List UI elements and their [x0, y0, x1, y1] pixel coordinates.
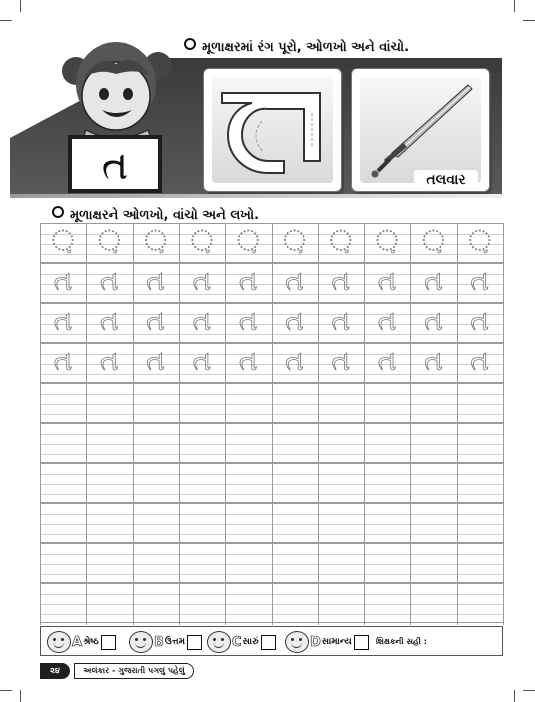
writing-cell[interactable] [410, 463, 456, 503]
trace-letter: ત [146, 264, 165, 297]
trace-letter: ત [285, 304, 304, 337]
writing-cell[interactable] [225, 303, 271, 343]
writing-cell[interactable] [133, 423, 179, 463]
trace-letter: ઼ [237, 224, 260, 257]
trace-letter: ત [192, 304, 212, 337]
sword-illustration [360, 77, 481, 183]
word-picture-card-inner [360, 77, 481, 183]
word-label: તલવાર [414, 170, 478, 190]
writing-cell[interactable] [86, 463, 132, 503]
trace-letter: ઼ [329, 224, 352, 257]
writing-cell[interactable] [40, 223, 86, 263]
writing-cell[interactable] [133, 343, 179, 383]
writing-cell[interactable] [364, 343, 410, 383]
writing-cell[interactable] [179, 263, 225, 303]
writing-cell[interactable] [457, 503, 503, 543]
trace-letter: ઼ [422, 224, 445, 257]
smiley-icon [285, 631, 309, 653]
grade-symbol: B [154, 634, 164, 650]
letter-board-glyph: ત [101, 143, 129, 189]
trace-letter: ઼ [98, 224, 121, 257]
trace-letter: ત [100, 304, 119, 337]
trace-letter: ત [238, 264, 258, 297]
instruction-middle [52, 206, 259, 223]
writing-cell[interactable] [364, 263, 410, 303]
writing-cell[interactable] [86, 423, 132, 463]
writing-cell[interactable] [410, 263, 456, 303]
trace-letter: ત [100, 344, 119, 377]
bullet-icon [52, 206, 64, 218]
letter-card-inner [212, 77, 333, 183]
writing-cell[interactable] [133, 303, 179, 343]
writing-cell[interactable] [457, 543, 503, 583]
trace-letter: ઼ [468, 224, 491, 257]
writing-grid [40, 223, 503, 625]
writing-cell[interactable] [364, 543, 410, 583]
writing-cell[interactable] [272, 543, 318, 583]
trace-letter: ત [377, 304, 397, 337]
grade-a [47, 631, 116, 653]
grade-checkbox[interactable] [187, 635, 202, 650]
writing-cell[interactable] [179, 223, 225, 263]
grid-column-line [86, 223, 87, 625]
trace-letter: ત [285, 264, 304, 297]
grade-c [207, 631, 276, 653]
trace-letter: ત [331, 304, 351, 337]
writing-cell[interactable] [410, 423, 456, 463]
writing-cell[interactable] [179, 543, 225, 583]
writing-cell[interactable] [225, 343, 271, 383]
crop-mark [20, 0, 21, 12]
smiley-icon [207, 631, 231, 653]
grid-column-line [410, 223, 411, 625]
trace-letter: ત [424, 304, 443, 337]
writing-cell[interactable] [225, 503, 271, 543]
writing-cell[interactable] [318, 583, 364, 623]
trace-letter: ત [146, 344, 165, 377]
trace-letter: ઼ [190, 224, 213, 257]
writing-cell[interactable] [179, 383, 225, 423]
trace-letter: ત [100, 264, 119, 297]
trace-letter: ત [238, 304, 258, 337]
page-number: ૨૪ [40, 663, 70, 679]
writing-cell[interactable] [318, 343, 364, 383]
writing-cell[interactable] [133, 543, 179, 583]
writing-cell[interactable] [457, 303, 503, 343]
trace-letter: ત [424, 344, 443, 377]
writing-cell[interactable] [410, 343, 456, 383]
writing-cell[interactable] [457, 583, 503, 623]
instruction-top-text: મૂળાક્ષરમાં રંગ પૂરો, ઓળખો અને વાંચો. [202, 40, 410, 55]
writing-cell[interactable] [364, 423, 410, 463]
writing-cell[interactable] [457, 423, 503, 463]
grid-column-line [457, 223, 458, 625]
writing-cell[interactable] [410, 223, 456, 263]
writing-cell[interactable] [272, 223, 318, 263]
writing-cell[interactable] [40, 463, 86, 503]
instruction-middle-text: મૂળાક્ષરને ઓળખો, વાંચો અને લખો. [70, 208, 260, 223]
writing-cell[interactable] [364, 583, 410, 623]
crop-mark [0, 20, 12, 21]
trace-letter: ત [470, 264, 489, 297]
trace-letter: ત [238, 344, 258, 377]
writing-cell[interactable] [410, 303, 456, 343]
smiley-icon [129, 631, 153, 653]
writing-cell[interactable] [86, 303, 132, 343]
writing-cell[interactable] [225, 383, 271, 423]
letter-outline-graphic [212, 77, 333, 183]
grade-b [129, 631, 202, 653]
writing-cell[interactable] [179, 423, 225, 463]
trace-letter: ત [192, 344, 212, 377]
writing-cell[interactable] [179, 303, 225, 343]
evaluation-bar [40, 626, 503, 656]
grade-checkbox[interactable] [261, 635, 276, 650]
smiley-icon [47, 631, 71, 653]
writing-cell[interactable] [457, 463, 503, 503]
trace-letter: ત [470, 304, 489, 337]
writing-cell[interactable] [133, 263, 179, 303]
writing-cell[interactable] [86, 503, 132, 543]
writing-cell[interactable] [179, 503, 225, 543]
writing-cell[interactable] [318, 223, 364, 263]
writing-cell[interactable] [318, 463, 364, 503]
grid-column-line [318, 223, 319, 625]
trace-letter: ત [377, 264, 397, 297]
crop-mark [514, 690, 515, 702]
writing-cell[interactable] [86, 223, 132, 263]
crop-mark [20, 690, 21, 702]
writing-cell[interactable] [272, 463, 318, 503]
writing-cell[interactable] [225, 263, 271, 303]
writing-cell[interactable] [86, 583, 132, 623]
writing-cell[interactable] [272, 263, 318, 303]
crop-mark [0, 690, 12, 691]
grade-symbol: A [72, 634, 83, 650]
writing-cell[interactable] [86, 543, 132, 583]
writing-cell[interactable] [457, 263, 503, 303]
trace-letter: ઼ [376, 224, 399, 257]
writing-cell[interactable] [40, 543, 86, 583]
writing-cell[interactable] [40, 303, 86, 343]
writing-cell[interactable] [179, 463, 225, 503]
writing-cell[interactable] [40, 423, 86, 463]
writing-cell[interactable] [225, 423, 271, 463]
book-title: અલંકાર - ગુજરાતી પગલું પહેલું [74, 663, 194, 679]
trace-letter: ત [146, 304, 165, 337]
writing-cell[interactable] [457, 343, 503, 383]
trace-letter: ઼ [283, 224, 306, 257]
teacher-signature-label: શિક્ષકની સહી : [376, 637, 427, 646]
trace-letter: ત [53, 304, 73, 337]
bullet-icon [184, 38, 196, 50]
grade-symbol: C [232, 634, 242, 650]
writing-cell[interactable] [86, 343, 132, 383]
writing-cell[interactable] [272, 423, 318, 463]
writing-cell[interactable] [133, 583, 179, 623]
trace-letter: ત [424, 264, 443, 297]
writing-cell[interactable] [179, 343, 225, 383]
instruction-top [184, 38, 409, 55]
trace-letter: ઼ [144, 224, 167, 257]
writing-cell[interactable] [272, 343, 318, 383]
writing-cell[interactable] [40, 383, 86, 423]
writing-cell[interactable] [457, 223, 503, 263]
writing-cell[interactable] [86, 263, 132, 303]
trace-letter: ત [53, 344, 73, 377]
grade-label: સારું [242, 637, 259, 647]
trace-letter: ત [331, 344, 351, 377]
grid-column-line [503, 223, 504, 625]
writing-cell[interactable] [40, 583, 86, 623]
writing-cell[interactable] [133, 223, 179, 263]
writing-cell[interactable] [364, 463, 410, 503]
writing-cell[interactable] [40, 263, 86, 303]
writing-cell[interactable] [225, 223, 271, 263]
grade-checkbox[interactable] [354, 635, 369, 650]
trace-letter: ત [285, 344, 304, 377]
grade-label: શ્રેષ્ઠ [83, 637, 99, 647]
writing-cell[interactable] [40, 503, 86, 543]
writing-cell[interactable] [133, 383, 179, 423]
writing-cell[interactable] [225, 583, 271, 623]
writing-cell[interactable] [272, 303, 318, 343]
writing-cell[interactable] [86, 383, 132, 423]
grade-label: ઉત્તમ [164, 637, 185, 647]
writing-cell[interactable] [272, 583, 318, 623]
writing-cell[interactable] [133, 503, 179, 543]
writing-cell[interactable] [179, 583, 225, 623]
writing-cell[interactable] [318, 423, 364, 463]
writing-cell[interactable] [364, 223, 410, 263]
grade-checkbox[interactable] [101, 635, 116, 650]
writing-cell[interactable] [410, 503, 456, 543]
grid-column-line [40, 223, 41, 625]
grid-column-line [133, 223, 134, 625]
writing-cell[interactable] [133, 463, 179, 503]
writing-cell[interactable] [225, 543, 271, 583]
grid-column-line [364, 223, 365, 625]
grade-label: સામાન્ય [321, 637, 352, 647]
grade-d [285, 631, 369, 653]
writing-cell[interactable] [457, 383, 503, 423]
crop-mark [514, 0, 515, 12]
trace-letter: ત [331, 264, 351, 297]
crop-mark [523, 20, 535, 21]
grid-column-line [179, 223, 180, 625]
writing-cell[interactable] [318, 303, 364, 343]
writing-cell[interactable] [364, 503, 410, 543]
writing-cell[interactable] [225, 463, 271, 503]
trace-letter: ત [53, 264, 73, 297]
writing-cell[interactable] [318, 383, 364, 423]
writing-cell[interactable] [318, 543, 364, 583]
writing-cell[interactable] [318, 263, 364, 303]
writing-cell[interactable] [410, 543, 456, 583]
trace-letter: ઼ [51, 224, 75, 257]
grid-column-line [272, 223, 273, 625]
writing-cell[interactable] [318, 503, 364, 543]
letter-card [203, 68, 342, 192]
grid-column-line [225, 223, 226, 625]
writing-cell[interactable] [272, 503, 318, 543]
writing-cell[interactable] [410, 583, 456, 623]
writing-cell[interactable] [272, 383, 318, 423]
letter-board [68, 135, 162, 193]
trace-letter: ત [470, 344, 489, 377]
trace-letter: ત [192, 264, 212, 297]
writing-cell[interactable] [40, 343, 86, 383]
writing-cell[interactable] [364, 383, 410, 423]
trace-letter: ત [377, 344, 397, 377]
writing-cell[interactable] [364, 303, 410, 343]
writing-cell[interactable] [410, 383, 456, 423]
crop-mark [523, 690, 535, 691]
grade-symbol: D [310, 634, 321, 650]
